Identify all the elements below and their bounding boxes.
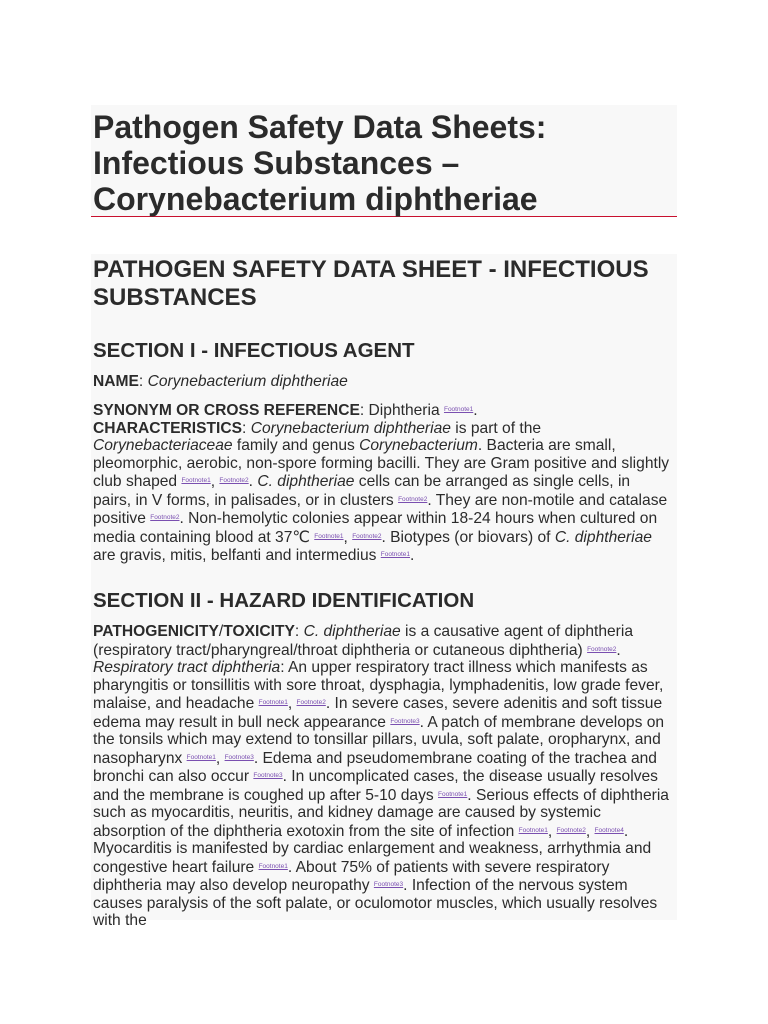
synonym-value: Diphtheria xyxy=(368,402,440,419)
footnote-link[interactable]: Footnote1 xyxy=(186,753,216,761)
footnote-link[interactable]: Footnote1 xyxy=(258,699,288,706)
footnote-link[interactable]: Footnote3 xyxy=(373,881,404,888)
pathogenicity-paragraph: PATHOGENICITY/TOXICITY: C. diphtheriae is a causative agent of diphtheria (respiratory tract/pharyngreal/throat diphtheria or cutaneous diphtheria) $^{Footnote2}$. Respiratory tract diphtheria: An upper respiratory tract illness which manifests as pharyngitis or tonsillitis with sore throat, dysphagia, lymphadenitis, low grade fever, malaise, and headache $^{Footnote1}$, $^{Footnote2}$. In severe cases, severe adenitis and soft tissue edema may result in bull neck appearance $^{Footnote3}$. A patch of membrane develops on the tonsils which may extend to tonsillar pillars, uvula, soft palate, oropharynx, and nasopharynx $^{Footnote1}$, $^{Footnote3}$. Edema and pseudomembrane coating of the trachea and bronchi can also occur $^{Footnote3}$. In uncomplicated cases, the disease usually resolves and the membrane is coughed up after 5-10 days $^{Footnote1}$. Serious effects of diphtheria such as myocarditis, neuritis, and kidney damage are caused by systemic absorption of the diphtheria exotoxin from the site of infection $^{Footnote1}$, $^{Footnote2}$, $^{Footnote4}$. Myocarditis is manifested by cardiac enlargement and weakness, arrhythmia and congestive heart failure $^{Footnote1}$. About 75% of patients with severe respiratory diphtheria may also develop neuropathy $^{Footnote3}$. Infection of the nervous system causes paralysis of the soft palate, or oculomotor muscles, which usually resolves with the xyxy=(93,623,669,929)
char-text: family and genus xyxy=(232,437,360,454)
footnote-link[interactable]: Footnote1 xyxy=(314,532,344,540)
page-title-box xyxy=(91,105,677,217)
synonym-characteristics-paragraph: SYNONYM OR CROSS REFERENCE: Diphtheria $^{Footnote1}$. CHARACTERISTICS: Corynebacterium diphtheriae is part of the Corynebacteriaceae family and genus Corynebacterium. Bacteria are small, pleomorphic, aerobic, non-spore forming bacilli. They are Gram positive and slightly club shaped $^{Footnote1}$, $^{Footnote2}$. C. diphtheriae cells can be arranged as single cells, in pairs, in V forms, in palisades, or in clusters $^{Footnote2}$. They are non-motile and catalase positive $^{Footnote2}$. Non-hemolytic colonies appear within 18-24 hours when cultured on media containing blood at 37℃ $^{Footnote1}$, $^{Footnote2}$. Biotypes (or biovars) of C. diphtheriae are gravis, mitis, belfanti and intermedius $^{Footnote1}$. xyxy=(93,402,670,564)
hazard-text: is a causative agent of diphtheria (respiratory tract/pharyngreal/throat diphtheria or cutaneous diphtheria) xyxy=(93,623,633,659)
hazard-text: . In severe cases, severe adenitis and soft tissue edema may result in bull neck appearance xyxy=(93,695,663,731)
section1-heading: SECTION I - INFECTIOUS AGENT xyxy=(93,339,415,362)
species-abbr: C. diphtheriae xyxy=(303,623,401,640)
name-label: NAME xyxy=(93,373,139,390)
species-abbr: C. diphtheriae xyxy=(554,528,652,546)
pathogenicity-label: PATHOGENICITY xyxy=(93,623,219,640)
taxon-name: Corynebacterium diphtheriae xyxy=(250,419,451,437)
footnote-link[interactable]: Footnote2 xyxy=(587,645,617,653)
char-text: is part of the xyxy=(450,419,542,437)
respiratory-diphtheria-term: Respiratory tract diphtheria xyxy=(93,659,281,676)
footnote-link[interactable]: Footnote4 xyxy=(594,826,624,834)
char-text: are gravis, mitis, belfanti and intermedius xyxy=(93,547,381,564)
footnote-link[interactable]: Footnote3 xyxy=(390,717,420,725)
toxicity-label: TOXICITY xyxy=(223,623,295,640)
footnote-link[interactable]: Footnote2 xyxy=(150,514,180,521)
species-abbr: C. diphtheriae xyxy=(257,473,355,490)
family-name: Corynebacteriaceae xyxy=(93,437,233,454)
name-value: Corynebacterium diphtheriae xyxy=(147,373,348,390)
footnote-link[interactable]: Footnote3 xyxy=(224,753,254,761)
synonym-label: SYNONYM OR CROSS REFERENCE xyxy=(93,402,360,419)
footnote-link[interactable]: Footnote1 xyxy=(443,406,474,413)
name-paragraph: NAME: Corynebacterium diphtheriae xyxy=(93,373,348,390)
char-text: cells can be arranged as single cells, in pairs, in V forms, in palisades, or in clusters xyxy=(93,473,631,509)
hazard-text: : An upper respiratory tract illness which manifests as pharyngitis or tonsillitis with sore throat, dysphagia, lymphadenitis, low grade fever, malaise, and headache xyxy=(93,659,664,712)
footnote-link[interactable]: Footnote1 xyxy=(258,862,288,870)
footnote-link[interactable]: Footnote3 xyxy=(253,772,283,779)
footnote-link[interactable]: Footnote1 xyxy=(380,551,411,558)
char-text: . Biotypes (or biovars) of xyxy=(381,528,555,546)
hazard-text: . Infection of the nervous system causes paralysis of the soft palate, or oculomotor muscles, which usually resolves with the xyxy=(93,877,658,929)
characteristics-label: CHARACTERISTICS xyxy=(93,419,243,437)
sheet-heading: PATHOGEN SAFETY DATA SHEET - INFECTIOUS SUBSTANCES xyxy=(93,256,649,311)
footnote-link[interactable]: Footnote1 xyxy=(518,826,548,834)
hazard-text: . In uncomplicated cases, the disease usually resolves and the membrane is coughed up after 5-10 days xyxy=(93,768,658,804)
char-text: . Bacteria are small, pleomorphic, aerobic, non-spore forming bacilli. They are Gram positive and slightly club shaped xyxy=(93,437,670,490)
footnote-link[interactable]: Footnote2 xyxy=(352,532,382,540)
hazard-text: . Edema and pseudomembrane coating of the trachea and bronchi can also occur xyxy=(93,749,657,785)
content-panel xyxy=(91,254,677,929)
char-text: . Non-hemolytic colonies appear within 18-24 hours when cultured on media containing blood at 37℃ xyxy=(93,510,658,546)
section2-heading: SECTION II - HAZARD IDENTIFICATION xyxy=(93,589,475,612)
hazard-text: . Myocarditis is manifested by cardiac enlargement and weakness, arrhythmia and congestive heart failure xyxy=(93,822,652,876)
hazard-text: . About 75% of patients with severe respiratory diphtheria may also develop neuropathy xyxy=(93,858,610,894)
hazard-text: . Serious effects of diphtheria such as myocarditis, neuritis, and kidney damage are caused by systemic absorption of the diphtheria exotoxin from the site of infection xyxy=(93,786,669,840)
footnote-link[interactable]: Footnote1 xyxy=(181,477,211,484)
footnote-link[interactable]: Footnote2 xyxy=(398,495,428,503)
footnote-link[interactable]: Footnote2 xyxy=(556,826,586,834)
footnote-link[interactable]: Footnote2 xyxy=(219,477,249,484)
footnote-link[interactable]: Footnote2 xyxy=(296,699,326,706)
page-title: Pathogen Safety Data Sheets: Infectious Substances – Corynebacterium diphtheriae xyxy=(93,109,547,217)
footnote-link[interactable]: Footnote1 xyxy=(438,790,468,798)
char-text: . They are non-motile and catalase positive xyxy=(93,491,668,527)
genus-name: Corynebacterium xyxy=(359,437,478,454)
hazard-text: . A patch of membrane develops on the tonsils which may extend to tonsillar pillars, uvula, soft palate, oropharynx, and nasopharynx xyxy=(93,713,665,767)
